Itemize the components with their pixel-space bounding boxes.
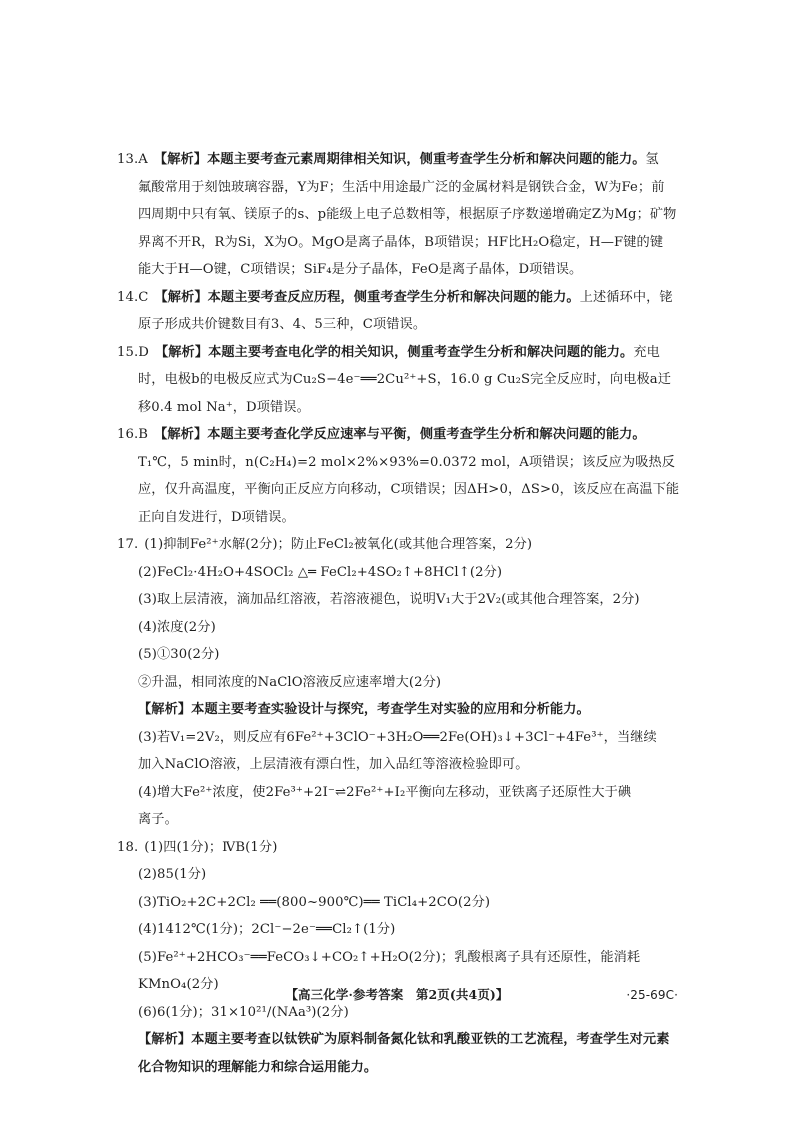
line-text: 界离不开R，R为Si，X为O。MgO是离子晶体，B项错误；HF比H₂O稳定，H—F键的键 [138, 234, 664, 250]
line-text: 移0.4 mol Na⁺，D项错误。 [138, 399, 310, 415]
text-line [117, 559, 684, 587]
line-text: T₁℃，5 min时，n(C₂H₄)=2 mol×2%×93%=0.0372 mol，A项错误；该反应为吸热反 [138, 454, 676, 470]
analysis-lead: 本题主要考查实验设计与探究，考查学生对实验的应用和分析能力。 [191, 702, 590, 717]
text-line [117, 861, 684, 889]
analysis-lead: 本题主要考查元素周期律相关知识，侧重考查学生分析和解决问题的能力。 [207, 152, 646, 167]
text-line [117, 944, 684, 972]
line-text: 离子。 [138, 812, 178, 827]
analysis-tag: 【解析】 [153, 152, 208, 167]
analysis-tag: 【解析】 [154, 344, 209, 360]
line-text: (1)抑制Fe²⁺水解(2分)；防止FeCl₂被氧化(或其他合理答案，2分) [144, 537, 533, 552]
line-text: 上述循环中，铑 [579, 289, 673, 305]
line-text: 氟酸常用于刻蚀玻璃容器，Y为F；生活中用途最广泛的金属材料是钢铁合金，W为Fe；前 [138, 179, 665, 195]
text-line [117, 421, 684, 449]
text-line [117, 504, 684, 532]
line-text: 氢 [645, 152, 659, 167]
text-line [117, 394, 684, 422]
text-line [117, 476, 684, 504]
question-number: 18. [117, 839, 139, 855]
text-line [117, 146, 684, 174]
text-line [117, 1026, 684, 1054]
text-line [117, 889, 684, 917]
analysis-lead: 本题主要考查以钛铁矿为原料制备氮化钛和乳酸亚铁的工艺流程，考查学生对元素 [191, 1032, 670, 1047]
line-text: (4)增大Fe²⁺浓度，使2Fe³⁺+2I⁻⇌2Fe²⁺+I₂平衡向左移动，亚铁离子还原性大于碘 [138, 784, 632, 800]
line-text: (1)四(1分)；ⅣB(1分) [144, 839, 278, 855]
analysis-lead: 本题主要考查反应历程，侧重考查学生分析和解决问题的能力。 [207, 289, 580, 305]
line-text: KMnO₄(2分) [138, 977, 219, 992]
analysis-tag: 【解析】 [154, 289, 208, 305]
analysis-lead: 本题主要考查化学反应速率与平衡，侧重考查学生分析和解决问题的能力。 [207, 427, 646, 442]
question-number: 17. [117, 537, 139, 552]
text-line [117, 1054, 684, 1082]
text-line [117, 311, 684, 339]
line-text: (3)TiO₂+2C+2Cl₂ ══(800~900℃)══ TiCl₄+2CO(2分) [138, 894, 491, 910]
line-text: 正向自发进行，D项错误。 [138, 509, 295, 525]
text-line [117, 339, 684, 367]
page-footer [0, 985, 794, 1005]
text-line [117, 201, 684, 229]
question-number: 13.A [117, 152, 148, 167]
answer-content [117, 146, 684, 1081]
text-line [117, 751, 684, 779]
line-text: 时，电极b的电极反应式为Cu₂S−4e⁻══2Cu²⁺+S，16.0 g Cu₂S完全反应时，向电极a迁 [138, 372, 672, 387]
text-line [117, 284, 684, 312]
analysis-lead: 本题主要考查电化学的相关知识，侧重考查学生分析和解决问题的能力。 [208, 344, 634, 360]
text-line [117, 724, 684, 752]
text-line [117, 531, 684, 559]
line-text: (5)Fe²⁺+2HCO₃⁻══FeCO₃↓+CO₂↑+H₂O(2分)；乳酸根离子具有还原性，能消耗 [138, 949, 641, 965]
question-number: 16.B [117, 427, 149, 442]
text-line [117, 779, 684, 807]
text-line [117, 641, 684, 669]
line-text: 应，仅升高温度，平衡向正反应方向移动，C项错误；因ΔH>0，ΔS>0，该反应在高温下能 [138, 482, 680, 497]
text-line [117, 229, 684, 257]
line-text: 加入NaClO溶液，上层清液有漂白性，加入品红等溶液检验即可。 [138, 757, 529, 772]
line-text: (4)浓度(2分) [138, 619, 216, 635]
text-line [117, 696, 684, 724]
text-line [117, 806, 684, 834]
line-text: (6)6(1分)；31×10²¹/(NAa³)(2分) [138, 1004, 349, 1020]
analysis-tag: 【解析】 [138, 1032, 192, 1047]
line-text: (3)取上层清液，滴加品红溶液，若溶液褪色，说明V₁大于2V₂(或其他合理答案，2分) [138, 592, 640, 607]
question-number: 14.C [117, 289, 149, 305]
text-line [117, 669, 684, 697]
line-text: 能大于H—O键，C项错误；SiF₄是分子晶体，FeO是离子晶体，D项错误。 [138, 262, 583, 277]
footer-paper-code: ·25-69C· [626, 988, 678, 1002]
text-line [117, 449, 684, 477]
line-text: 四周期中只有氧、镁原子的s、p能级上电子总数相等，根据原子序数递增确定Z为Mg；矿物 [138, 207, 677, 222]
line-text: 充电 [633, 344, 660, 360]
text-line [117, 256, 684, 284]
line-text: (2)85(1分) [138, 867, 207, 882]
analysis-tag: 【解析】 [154, 427, 208, 442]
line-text: (5)①30(2分) [138, 647, 220, 662]
text-line [117, 366, 684, 394]
text-line [117, 834, 684, 862]
line-text: 原子形成共价键数目有3、4、5三种，C项错误。 [138, 317, 427, 332]
line-text: ②升温，相同浓度的NaClO溶液反应速率增大(2分) [138, 674, 442, 690]
text-line [117, 174, 684, 202]
line-text: (4)1412℃(1分)；2Cl⁻−2e⁻══Cl₂↑(1分) [138, 922, 396, 937]
footer-page-info: 【高三化学·参考答案 第2页(共4页)】 [285, 987, 509, 1002]
text-line [117, 586, 684, 614]
question-number: 15.D [117, 344, 149, 360]
text-line [117, 614, 684, 642]
analysis-tag: 【解析】 [138, 702, 192, 717]
line-text: (3)若V₁=2V₂，则反应有6Fe²⁺+3ClO⁻+3H₂O══2Fe(OH)₃↓+3Cl⁻+4Fe³⁺，当继续 [138, 729, 657, 745]
line-text: (2)FeCl₂·4H₂O+4SOCl₂ △═ FeCl₂+4SO₂↑+8HCl↑(2分) [138, 564, 503, 580]
text-line [117, 916, 684, 944]
line-text: 化合物知识的理解能力和综合运用能力。 [138, 1059, 378, 1075]
